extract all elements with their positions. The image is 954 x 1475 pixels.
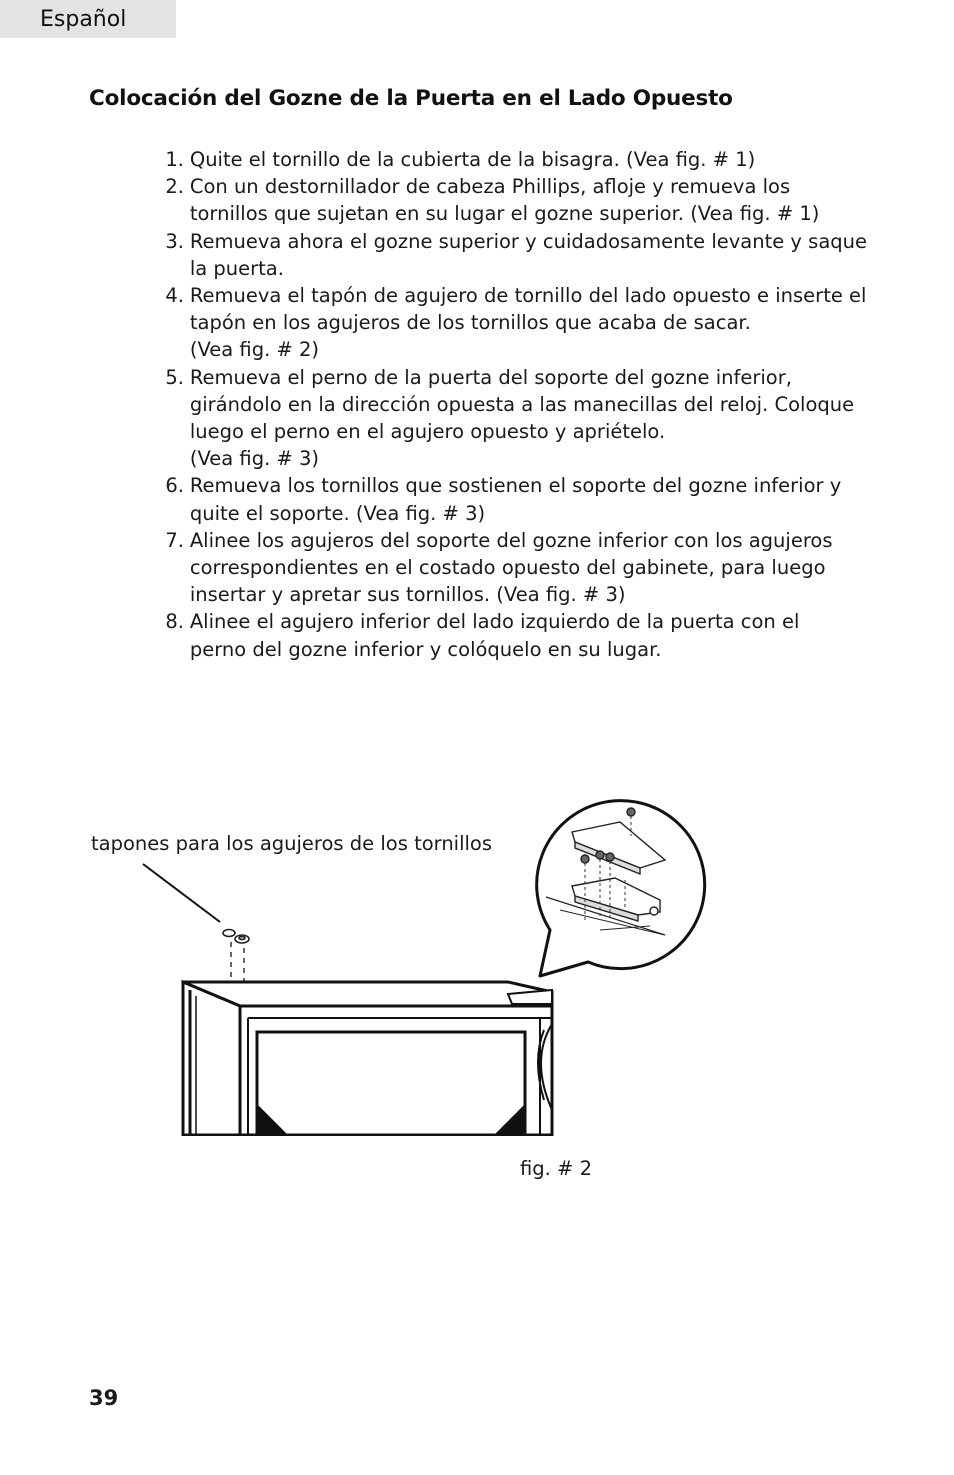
step-text-line: perno del gozne inferior y colóquelo en su lugar. bbox=[189, 637, 662, 661]
step-text-line: Remueva los tornillos que sostienen el soporte del gozne inferior y bbox=[189, 474, 842, 498]
step-text-line: Remueva el tapón de agujero de tornillo del lado opuesto e inserte el bbox=[189, 284, 867, 308]
step-text-line: girándolo en la dirección opuesta a las manecillas del reloj. Coloque bbox=[189, 392, 855, 416]
step-text-line: Con un destornillador de cabeza Phillips, afloje y remueva los bbox=[189, 175, 791, 199]
screw-hole-plugs-icon bbox=[223, 930, 249, 944]
step-number: 6. bbox=[165, 474, 184, 498]
screw-hole-plugs-label: tapones para los agujeros de los tornillos bbox=[91, 832, 493, 855]
step-text-line: tornillos que sujetan en su lugar el gozne superior. (Vea fig. # 1) bbox=[189, 202, 820, 226]
page-number: 39 bbox=[89, 1386, 119, 1410]
step-text-line: correspondientes en el costado opuesto del gabinete, para luego bbox=[189, 556, 826, 580]
step-text-line: Alinee los agujeros del soporte del gozne inferior con los agujeros bbox=[189, 528, 833, 552]
refrigerator-cabinet bbox=[183, 982, 552, 1135]
step-number: 5. bbox=[165, 365, 184, 389]
step-number: 3. bbox=[165, 229, 184, 253]
step-number: 2. bbox=[165, 175, 184, 199]
step-text-line: la puerta. bbox=[189, 256, 284, 280]
step-number: 8. bbox=[165, 610, 184, 634]
step-text-line: luego el perno en el agujero opuesto y apriételo. bbox=[189, 420, 666, 444]
section-title: Colocación del Gozne de la Puerta en el Lado Opuesto bbox=[89, 86, 733, 111]
step-text-line: Remueva el perno de la puerta del soporte del gozne inferior, bbox=[189, 365, 792, 389]
step-text-line: insertar y apretar sus tornillos. (Vea fig. # 3) bbox=[189, 583, 626, 607]
language-tab: Español bbox=[0, 0, 176, 38]
step-number: 4. bbox=[165, 284, 184, 308]
step-text-line: Quite el tornillo de la cubierta de la bisagra. (Vea fig. # 1) bbox=[189, 148, 756, 171]
step-text-line: (Vea fig. # 2) bbox=[189, 338, 320, 362]
step-text-line: (Vea fig. # 3) bbox=[189, 447, 320, 471]
step-text-line: tapón en los agujeros de los tornillos que acaba de sacar. bbox=[189, 311, 751, 335]
figure-caption: fig. # 2 bbox=[520, 1157, 593, 1180]
step-text-line: quite el soporte. (Vea fig. # 3) bbox=[189, 501, 486, 525]
step-text-line: Alinee el agujero inferior del lado izquierdo de la puerta con el bbox=[189, 610, 800, 634]
step-number: 1. bbox=[165, 148, 184, 171]
step-number: 7. bbox=[165, 528, 184, 552]
callout-leader-line bbox=[143, 864, 220, 922]
step-text-line: Remueva ahora el gozne superior y cuidadosamente levante y saque bbox=[189, 229, 868, 253]
